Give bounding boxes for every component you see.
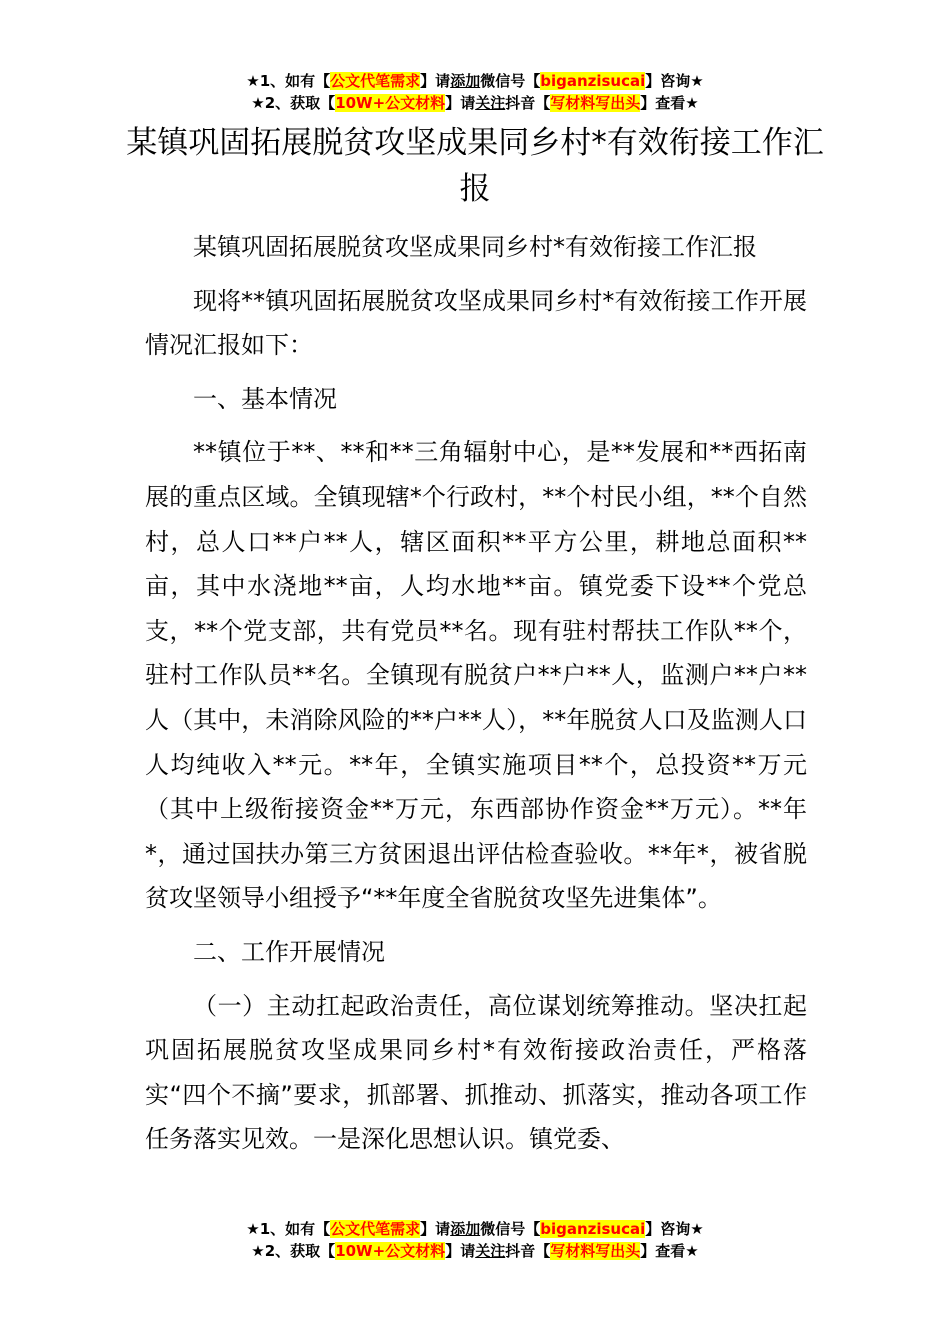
promo-text: 】查看★ bbox=[640, 1242, 699, 1260]
document-title: 某镇巩固拓展脱贫攻坚成果同乡村*有效衔接工作汇报 bbox=[126, 125, 824, 207]
paragraph-basic-info: **镇位于**、**和**三角辐射中心，是**发展和**西拓南展的重点区域。全镇现辖*个行政村，**个村民小组，**个自然村，总人口**户**人，辖区面积**平方公里，耕地总面积**亩，其中水浇地**亩，人均水地**亩。镇党委下设**个党总支，**个党支部，共有党员**名。现有驻村帮扶工作队**个，驻村工作队员**名。全镇现有脱贫户**户**人，监测户**户**人（其中，未消除风险的**户**人），**年脱贫人口及监测人口人均纯收入**元。**年，全镇实施项目**个，总投资**万元（其中上级衔接资金**万元，东西部协作资金**万元）。**年*，通过国扶办第三方贫困退出评估检查验收。**年*，被省脱贫攻坚领导小组授予“**年度全省脱贫攻坚先进集体”。 bbox=[145, 438, 807, 913]
promo-text: 】咨询★ bbox=[645, 72, 704, 90]
promo-underlined: 添加 bbox=[450, 72, 481, 90]
promo-text: 微信号【 bbox=[480, 72, 541, 90]
promo-text: ★1、如有【 bbox=[246, 1220, 331, 1238]
promo-highlight: 公文代笔需求 bbox=[330, 72, 421, 90]
promo-text: 】查看★ bbox=[640, 94, 699, 112]
promo-text: 】请 bbox=[445, 1242, 476, 1260]
promo-highlight: 10W+公文材料 bbox=[335, 1242, 446, 1260]
promo-line-1 bbox=[0, 70, 950, 92]
promo-highlight: biganzisucai bbox=[540, 1220, 646, 1238]
promo-line-1 bbox=[0, 1218, 950, 1240]
promo-underlined: 添加 bbox=[450, 1220, 481, 1238]
promo-text: 】请 bbox=[420, 72, 451, 90]
promo-text: ★1、如有【 bbox=[246, 72, 331, 90]
promo-line-2 bbox=[0, 92, 950, 114]
promo-banner-top bbox=[0, 70, 950, 114]
promo-text: 】请 bbox=[445, 94, 476, 112]
promo-highlight: biganzisucai bbox=[540, 72, 646, 90]
paragraph-subtitle: 某镇巩固拓展脱贫攻坚成果同乡村*有效衔接工作汇报 bbox=[193, 233, 757, 261]
promo-text: 微信号【 bbox=[480, 1220, 541, 1238]
promo-banner-bottom bbox=[0, 1218, 950, 1262]
promo-highlight: 写材料写出头 bbox=[550, 94, 641, 112]
promo-highlight: 10W+公文材料 bbox=[335, 94, 446, 112]
section-heading-2: 二、工作开展情况 bbox=[193, 937, 385, 966]
promo-underlined: 关注 bbox=[475, 94, 506, 112]
promo-text: ★2、获取【 bbox=[251, 1242, 336, 1260]
promo-text: ★2、获取【 bbox=[251, 94, 336, 112]
section-heading-1: 一、基本情况 bbox=[193, 384, 337, 413]
paragraph-intro: 现将**镇巩固拓展脱贫攻坚成果同乡村*有效衔接工作开展情况汇报如下： bbox=[145, 286, 807, 360]
document-body bbox=[145, 225, 807, 1162]
promo-highlight: 公文代笔需求 bbox=[330, 1220, 421, 1238]
promo-text: 抖音【 bbox=[505, 94, 551, 112]
promo-text: 】请 bbox=[420, 1220, 451, 1238]
promo-highlight: 写材料写出头 bbox=[550, 1242, 641, 1260]
promo-line-2 bbox=[0, 1240, 950, 1262]
promo-underlined: 关注 bbox=[475, 1242, 506, 1260]
promo-text: 抖音【 bbox=[505, 1242, 551, 1260]
promo-text: 】咨询★ bbox=[645, 1220, 704, 1238]
paragraph-work-1: （一）主动扛起政治责任，高位谋划统筹推动。坚决扛起巩固拓展脱贫攻坚成果同乡村*有效衔接政治责任，严格落实“四个不摘”要求，抓部署、抓推动、抓落实，推动各项工作任务落实见效。一是深化思想认识。镇党委、 bbox=[145, 991, 807, 1154]
